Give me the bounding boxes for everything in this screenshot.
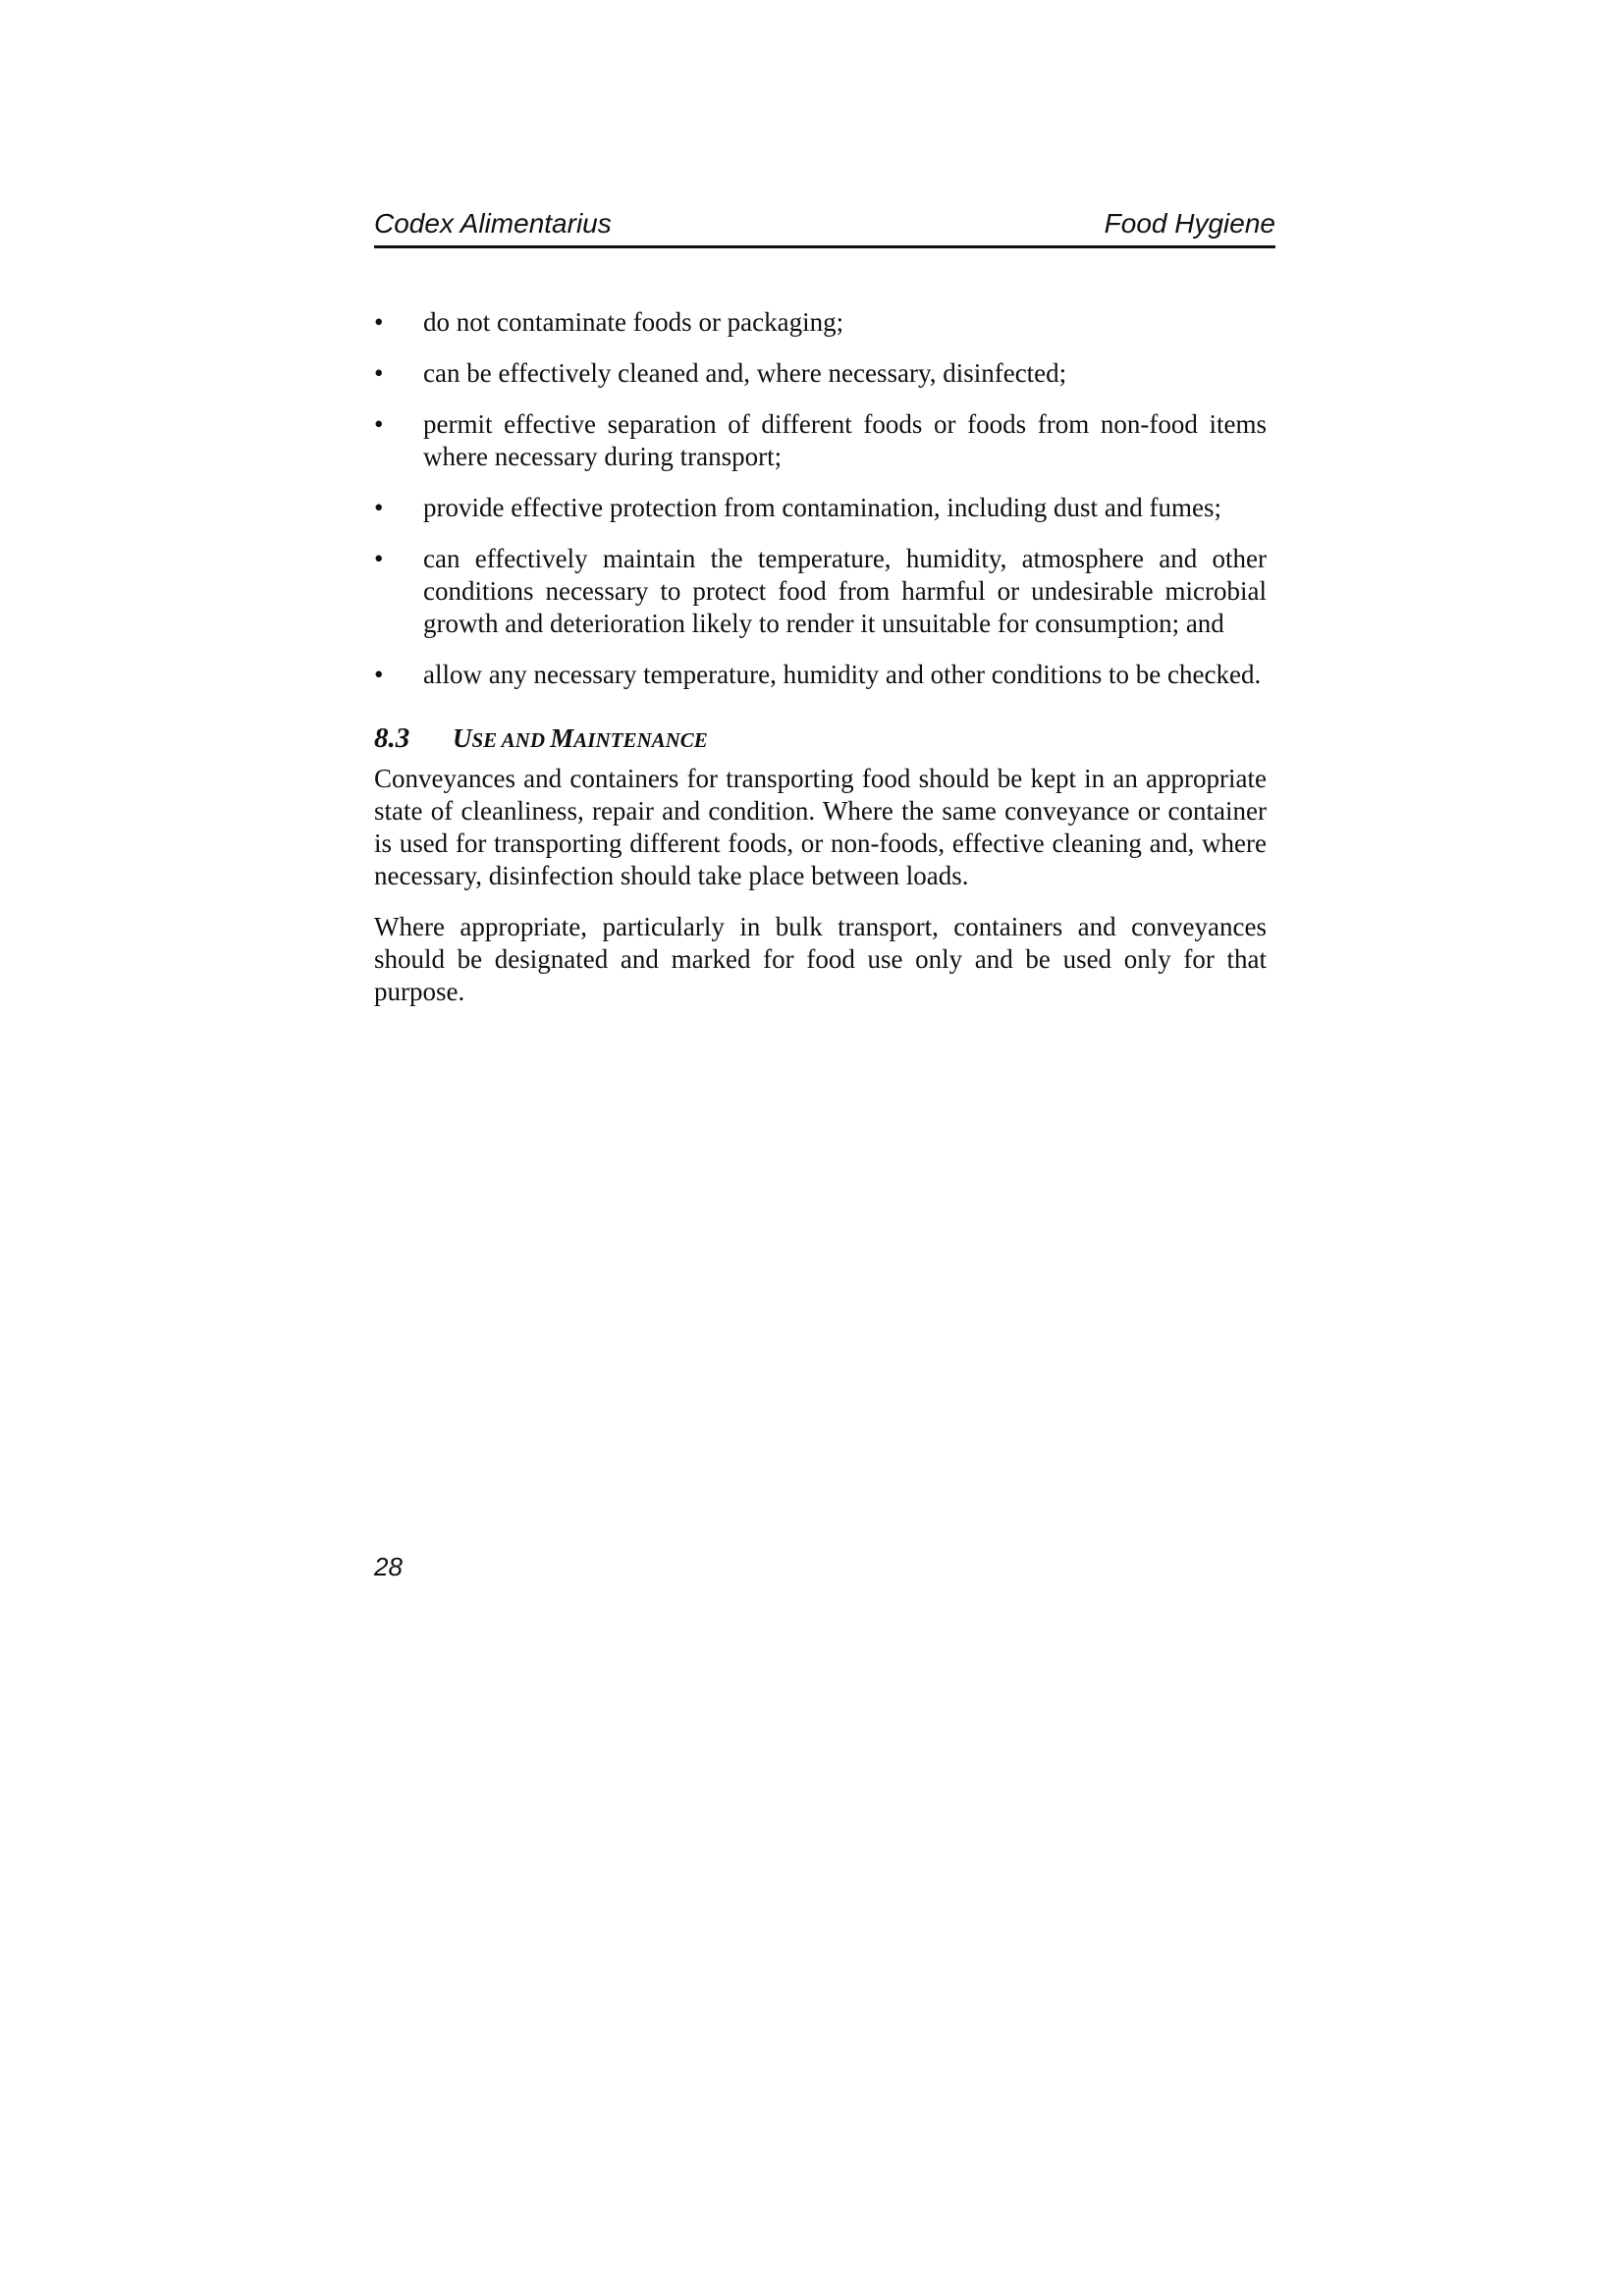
section-title: USE AND MAINTENANCE (453, 723, 708, 753)
bullet-icon: • (374, 493, 384, 522)
header-section-title: Food Hygiene (1104, 208, 1275, 239)
running-header (374, 206, 1275, 248)
list-item-text: can be effectively cleaned and, where necessary, disinfected; (423, 358, 1067, 388)
list-item-text: do not contaminate foods or packaging; (423, 307, 844, 337)
bullet-icon: • (374, 409, 384, 439)
list-item-text: allow any necessary temperature, humidity and other conditions to be checked. (423, 660, 1262, 689)
requirements-list (374, 306, 1267, 691)
section-heading (374, 722, 1267, 757)
body-paragraph: Where appropriate, particularly in bulk transport, containers and conveyances should be designated and marked for food use only and be used only for that purpose. (374, 912, 1267, 1006)
list-item-text: provide effective protection from contamination, including dust and fumes; (423, 493, 1222, 522)
list-item-text: can effectively maintain the temperature, humidity, atmosphere and other conditions necessary to protect food from harmful or undesirable microbial growth and deterioration likely to render it unsuitable for consumption; and (423, 544, 1267, 638)
list-item (374, 543, 1267, 640)
header-document-title: Codex Alimentarius (374, 208, 612, 239)
list-item (374, 357, 1267, 390)
bullet-icon: • (374, 544, 384, 573)
bullet-icon: • (374, 660, 384, 689)
bullet-icon: • (374, 358, 384, 388)
bullet-icon: • (374, 307, 384, 337)
list-item (374, 408, 1267, 473)
body-paragraph: Conveyances and containers for transporting food should be kept in an appropriate state of cleanliness, repair and condition. Where the same conveyance or container is used for transporting different foods, or non-foods, effective cleaning and, where necessary, disinfection should take place between loads. (374, 764, 1267, 890)
list-item (374, 659, 1267, 691)
list-item-text: permit effective separation of different foods or foods from non-food items where necessary during transport; (423, 409, 1267, 471)
page-number: 28 (374, 1552, 403, 1581)
list-item (374, 306, 1267, 339)
section-number: 8.3 (374, 722, 410, 754)
list-item (374, 492, 1267, 524)
page-body (374, 306, 1267, 1027)
